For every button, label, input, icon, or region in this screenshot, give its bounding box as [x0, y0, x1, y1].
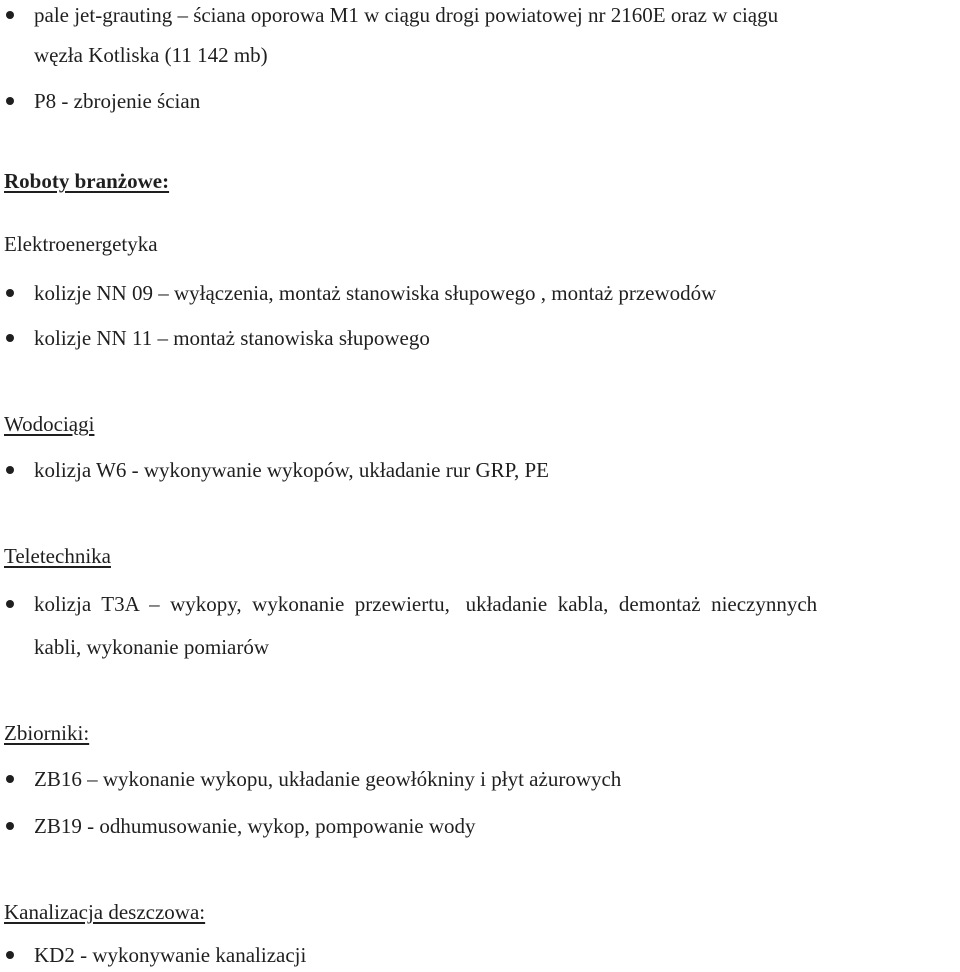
bullet-icon — [6, 951, 14, 959]
bullet-icon — [6, 822, 14, 830]
list-item-text: kolizje NN 09 – wyłączenia, montaż stanowiska słupowego , montaż przewodów — [34, 281, 717, 305]
subsection-title-teletechnika: Teletechnika — [4, 544, 111, 568]
list-item-text-continued: kabli, wykonanie pomiarów — [34, 635, 270, 659]
list-item-text: kolizja W6 - wykonywanie wykopów, układanie rur GRP, PE — [34, 458, 550, 482]
bullet-icon — [6, 600, 14, 608]
bullet-icon — [6, 289, 14, 297]
subsection-title-kanalizacja: Kanalizacja deszczowa: — [4, 900, 206, 924]
subsection-title-wodociagi: Wodociągi — [4, 412, 95, 436]
list-item-text: pale jet-grauting – ściana oporowa M1 w ciągu drogi powiatowej nr 2160E oraz w ciągu — [34, 3, 779, 27]
section-heading-roboty: Roboty branżowe: — [4, 169, 170, 193]
bullet-icon — [6, 466, 14, 474]
list-item-text: ZB19 - odhumusowanie, wykop, pompowanie wody — [34, 814, 476, 838]
list-item-text-continued: węzła Kotliska (11 142 mb) — [34, 43, 268, 67]
bullet-icon — [6, 11, 14, 19]
list-item-text: KD2 - wykonywanie kanalizacji — [34, 943, 307, 967]
subsection-title-zbiorniki: Zbiorniki: — [4, 721, 90, 745]
list-item-text: kolizje NN 11 – montaż stanowiska słupowego — [34, 326, 430, 350]
subsection-title-elektroenergetyka: Elektroenergetyka — [4, 232, 158, 256]
bullet-icon — [6, 334, 14, 342]
list-item-text: kolizja T3A – wykopy, wykonanie przewiertu, układanie kabla, demontaż nieczynnych — [34, 592, 818, 616]
list-item-text: ZB16 – wykonanie wykopu, układanie geowłókniny i płyt ażurowych — [34, 767, 622, 791]
list-item-text: P8 - zbrojenie ścian — [34, 89, 201, 113]
bullet-icon — [6, 97, 14, 105]
bullet-icon — [6, 775, 14, 783]
